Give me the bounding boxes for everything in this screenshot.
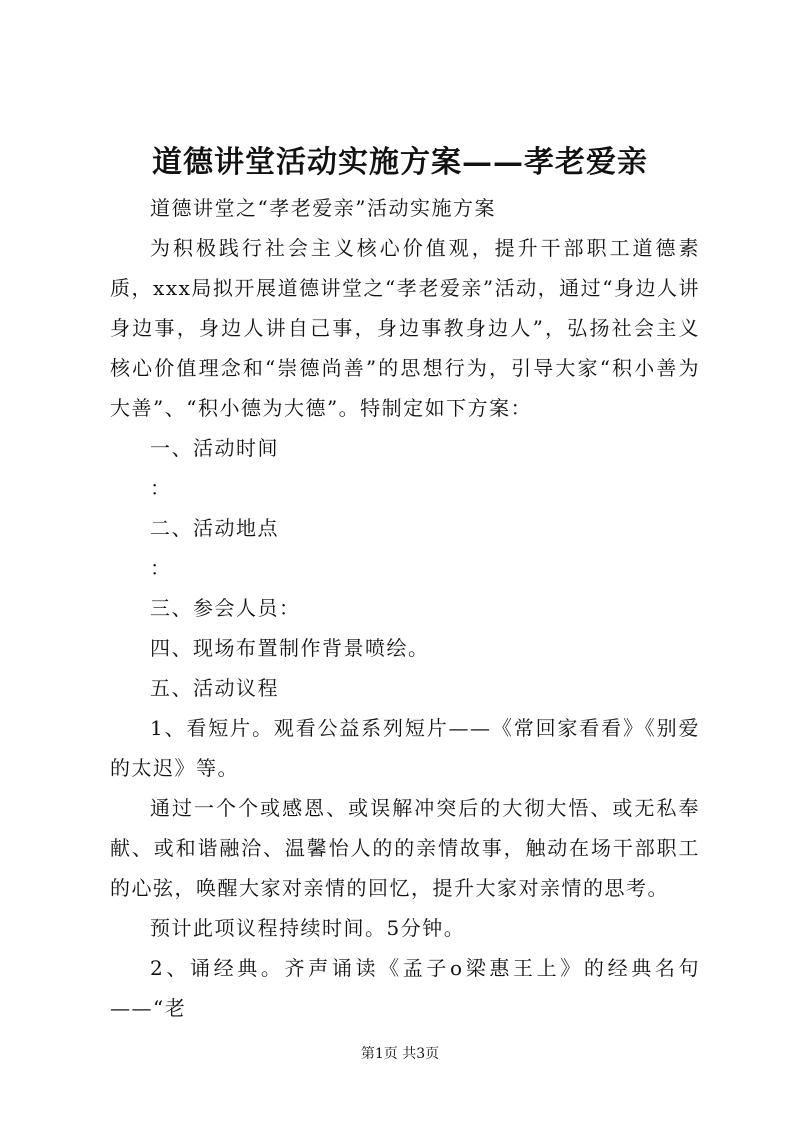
- paragraph: 一、活动时间: [150, 436, 279, 460]
- paragraph: ：: [150, 476, 172, 500]
- document-title: 道德讲堂活动实施方案——孝老爱亲: [152, 145, 648, 180]
- paragraph: 1、看短片。观看公益系列短片——《常回家看看》《别爱的太迟》等。: [110, 716, 700, 780]
- paragraph: 二、活动地点: [150, 516, 279, 540]
- paragraph: 预计此项议程持续时间。5分钟。: [150, 916, 466, 940]
- paragraph: 道德讲堂之“孝老爱亲”活动实施方案: [150, 196, 496, 220]
- document-body: [110, 188, 700, 1028]
- paragraph: 通过一个个或感恩、或误解冲突后的大彻大悟、或无私奉献、或和谐融洽、温馨怡人的的亲情故事，触动在场干部职工的心弦，唤醒大家对亲情的回忆，提升大家对亲情的思考。: [110, 796, 700, 900]
- paragraph: 四、现场布置制作背景喷绘。: [150, 636, 430, 660]
- paragraph: 2、诵经典。齐声诵读《孟子o梁惠王上》的经典名句——“老: [110, 956, 700, 1020]
- paragraph: 为积极践行社会主义核心价值观，提升干部职工道德素质，xxx局拟开展道德讲堂之“孝老爱亲”活动，通过“身边人讲身边事，身边人讲自己事，身边事教身边人”，弘扬社会主义核心价值理念和“崇德尚善”的思想行为，引导大家“积小善为大善”、“积小德为大德”。特制定如下方案：: [110, 236, 700, 420]
- page-footer: 第1页 共3页: [360, 1046, 440, 1062]
- paragraph: ：: [150, 556, 172, 580]
- paragraph: 三、参会人员：: [150, 596, 301, 620]
- paragraph: 五、活动议程: [150, 676, 279, 700]
